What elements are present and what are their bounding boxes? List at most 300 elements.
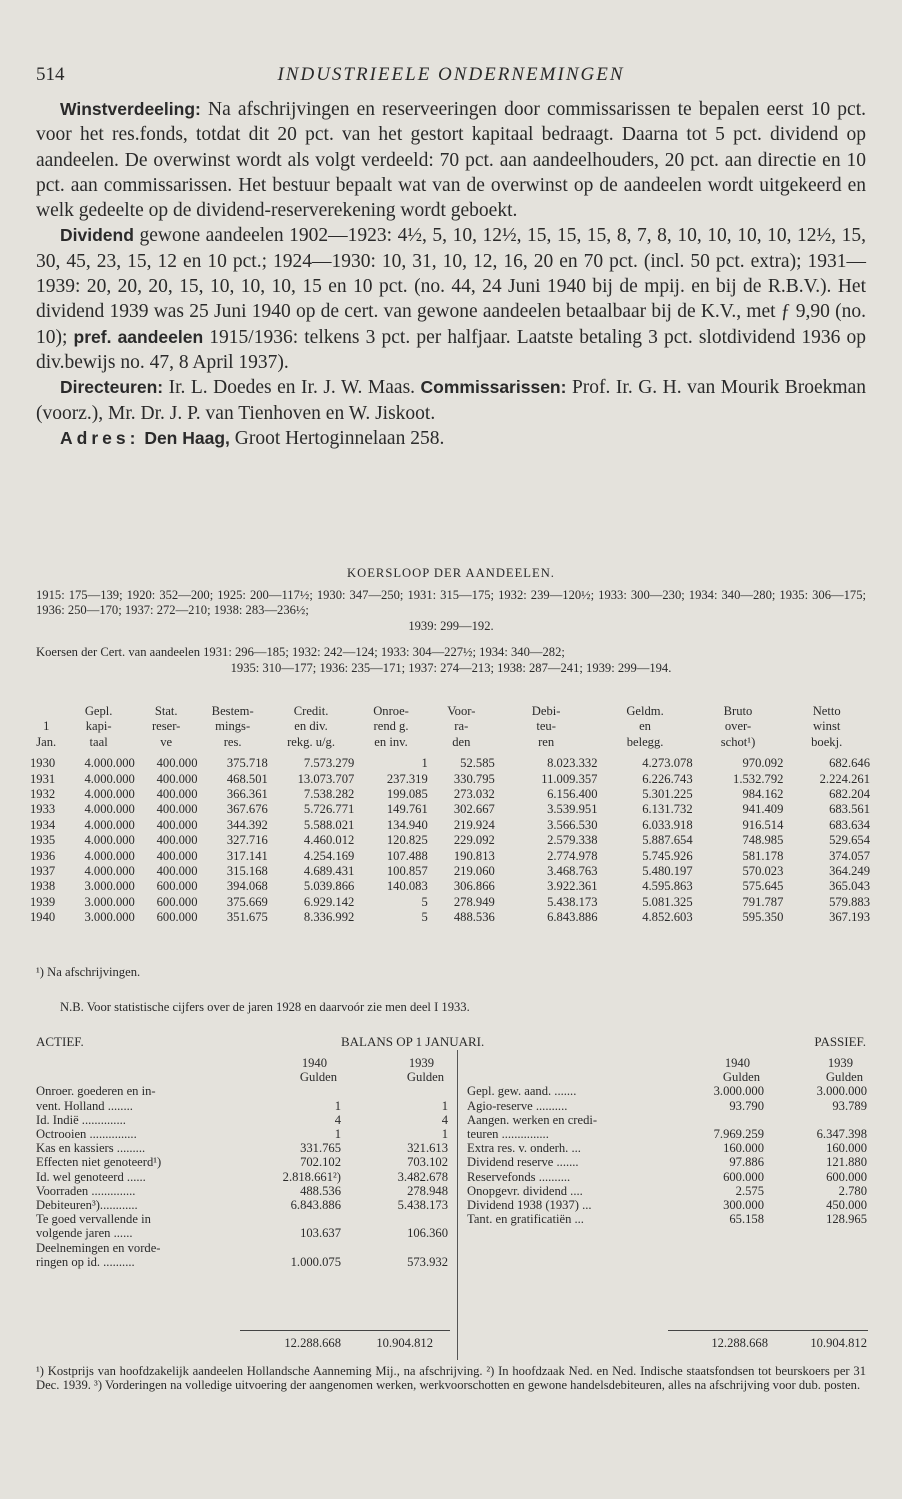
balance-value: 1: [334, 1098, 341, 1113]
column-header: Jan.: [36, 734, 57, 749]
table-cell: 400.000: [156, 771, 198, 786]
table-row: [30, 756, 870, 771]
table-cell: 581.178: [742, 848, 784, 863]
passief-total-1940: 12.288.668: [711, 1336, 768, 1350]
column-header: Geldm.: [626, 704, 664, 718]
table-header-row: [30, 704, 870, 719]
table-cell: 107.488: [386, 848, 428, 863]
table-cell: 11.009.357: [541, 771, 598, 786]
balance-unit-header: Gulden: [299, 1070, 337, 1085]
table-cell: 367.193: [829, 910, 870, 925]
balance-value: 600.000: [723, 1169, 764, 1184]
table-cell: 5.887.654: [642, 833, 693, 848]
balance-value: 300.000: [723, 1198, 764, 1213]
balance-label: vent. Holland ........: [36, 1098, 133, 1113]
table-cell: 237.319: [386, 771, 428, 786]
table-cell: 4.000.000: [84, 864, 135, 879]
balance-value: [341, 1241, 448, 1255]
table-cell: 6.843.886: [547, 910, 598, 925]
table-cell: 5: [421, 894, 428, 909]
balance-label: ringen op id. ..........: [36, 1254, 135, 1269]
lead-winstverdeeling: Winstverdeeling:: [60, 99, 201, 119]
column-header: over-: [724, 719, 752, 734]
balance-row: [467, 1141, 867, 1155]
balance-value: 2.780: [838, 1183, 867, 1198]
page-number: 514: [36, 64, 65, 85]
balance-row: [467, 1212, 867, 1226]
balance-unit-header: Gulden: [406, 1070, 444, 1085]
balance-value: 106.360: [407, 1226, 448, 1241]
column-header: Bestem-: [211, 704, 254, 718]
table-cell: 529.654: [829, 833, 870, 848]
balance-value: 97.886: [729, 1155, 764, 1170]
column-header: schot¹): [720, 734, 756, 749]
balance-row: [467, 1127, 867, 1141]
balance-value: 702.102: [300, 1155, 341, 1170]
balance-row: [36, 1155, 448, 1169]
column-header: Gepl.: [84, 704, 113, 718]
balance-year-row: [467, 1056, 867, 1070]
balance-label: Extra res. v. onderh. ...: [467, 1141, 581, 1156]
balance-year-header: 1940: [724, 1056, 750, 1070]
table-row: [30, 910, 870, 925]
actief-table: [36, 1056, 448, 1269]
table-cell: 791.787: [742, 894, 784, 909]
table-cell: 330.795: [453, 771, 495, 786]
balance-value: 6.843.886: [290, 1198, 341, 1213]
balance-label: Id. wel genoteerd ......: [36, 1169, 146, 1184]
balance-value: 65.158: [729, 1212, 764, 1227]
table-header-row: [30, 735, 870, 756]
table-cell: 4.000.000: [84, 771, 135, 786]
column-header: den: [452, 734, 471, 749]
table-cell: 682.646: [829, 756, 870, 771]
table-header-row: [30, 719, 870, 734]
table-cell: 600.000: [156, 879, 198, 894]
balance-row: [36, 1184, 448, 1198]
table-cell: 365.043: [829, 879, 870, 894]
balance-value: 703.102: [407, 1155, 448, 1170]
column-header: kapi-: [85, 719, 112, 734]
balance-value: 600.000: [826, 1169, 867, 1184]
table-cell: 7.573.279: [303, 756, 355, 771]
balance-unit-row: [467, 1070, 867, 1084]
balance-value: 573.932: [407, 1254, 448, 1269]
table-cell: 5.438.173: [547, 894, 598, 909]
column-header: Bruto: [723, 704, 753, 718]
column-header: Credit.: [293, 704, 329, 718]
balance-unit-row: [36, 1070, 448, 1084]
balance-row: [467, 1099, 867, 1113]
balance-row: [36, 1170, 448, 1184]
table-cell: 4.254.169: [303, 848, 355, 863]
passief-title: PASSIEF.: [814, 1034, 866, 1049]
row-year: 1934: [30, 817, 56, 832]
balance-value: 4: [441, 1112, 448, 1127]
table-cell: 970.092: [742, 756, 784, 771]
balance-label: Debiteuren³)............: [36, 1198, 138, 1213]
balance-value: [236, 1084, 341, 1098]
balance-value: 7.969.259: [713, 1127, 764, 1142]
balance-value: [236, 1241, 341, 1255]
balance-value: 1: [441, 1098, 448, 1113]
table-cell: 4.595.863: [642, 879, 693, 894]
table-cell: 327.716: [226, 833, 268, 848]
balance-value: 4: [334, 1112, 341, 1127]
balance-label: Onroer. goederen en in-: [36, 1084, 156, 1099]
table-cell: 5.480.197: [642, 864, 693, 879]
balance-row: [36, 1198, 448, 1212]
page-header: [36, 64, 866, 90]
row-year: 1930: [30, 756, 56, 771]
table-cell: 190.813: [453, 848, 495, 863]
table-cell: 344.392: [226, 817, 268, 832]
table-cell: 3.922.361: [547, 879, 598, 894]
balance-label: Gepl. gew. aand. .......: [467, 1084, 577, 1099]
balance-row: [467, 1198, 867, 1212]
table-row: [30, 787, 870, 802]
lead-dividend: Dividend: [60, 225, 134, 246]
table-cell: 2.579.338: [547, 833, 598, 848]
balance-value: 103.637: [300, 1226, 341, 1241]
table-cell: 5: [421, 910, 428, 925]
table-cell: 400.000: [156, 833, 198, 848]
column-header: Onroe-: [373, 704, 409, 718]
table-cell: 120.825: [386, 833, 428, 848]
balance-row: [36, 1212, 448, 1226]
row-year: 1933: [30, 802, 56, 817]
balance-year-header: 1939: [827, 1056, 853, 1070]
table-cell: 364.249: [829, 864, 870, 879]
table-cell: 3.000.000: [84, 910, 135, 925]
balance-value: 160.000: [723, 1141, 764, 1156]
column-header: en: [639, 719, 651, 734]
column-header: 1: [43, 719, 50, 734]
balance-value: 488.536: [300, 1183, 341, 1198]
table-cell: 278.949: [453, 894, 495, 909]
table-cell: 317.141: [226, 848, 268, 863]
balance-row: [36, 1127, 448, 1141]
table-row: [30, 864, 870, 879]
table-cell: 52.585: [460, 756, 495, 771]
balance-label: Onopgevr. dividend ....: [467, 1183, 583, 1198]
column-header: rekg. u/g.: [287, 734, 335, 749]
row-year: 1938: [30, 879, 56, 894]
passief-total-1939: 10.904.812: [810, 1336, 867, 1350]
column-header: ra-: [454, 719, 469, 734]
table-cell: 570.023: [742, 864, 784, 879]
table-cell: 984.162: [742, 787, 784, 802]
table-cell: 595.350: [742, 910, 784, 925]
table-cell: 366.361: [226, 787, 268, 802]
table-cell: 6.131.732: [642, 802, 693, 817]
balance-row: [36, 1141, 448, 1155]
table-cell: 3.000.000: [84, 894, 135, 909]
table-cell: 5.081.325: [642, 894, 693, 909]
text-adres: Groot Hertoginnelaan 258.: [229, 427, 445, 449]
table-row: [30, 772, 870, 787]
passief-table: [467, 1056, 867, 1226]
table-cell: 375.718: [226, 756, 268, 771]
table-cell: 4.000.000: [84, 817, 135, 832]
balance-footnotes: ¹) Kostprijs van hoofdzakelijk aandeelen Hollandsche Aanneming Mij., na afschrijving. ²) In hoofdzaak Ned. en Ned. Indische staatsfondsen tot beurskoers per 31 Dec. 1939. ³) Vorderingen na volledige uitvoering der aangenomen werken, werkvoorschotten en gewone handelsdebiteuren, alles na afschrijving voor dub. posten.: [36, 1364, 866, 1393]
table-cell: 2.224.261: [819, 771, 870, 786]
table-cell: 2.774.978: [547, 848, 598, 863]
table-row: [30, 833, 870, 848]
row-year: 1936: [30, 848, 56, 863]
table-cell: 4.689.431: [303, 864, 355, 879]
table-cell: 4.460.012: [303, 833, 355, 848]
balance-label: Deelnemingen en vorde-: [36, 1240, 161, 1255]
lead-adres: Adres:: [60, 427, 140, 448]
table-cell: 315.168: [226, 864, 268, 879]
balance-row: [36, 1113, 448, 1127]
balance-value: 331.765: [300, 1141, 341, 1156]
table-cell: 4.273.078: [642, 756, 693, 771]
column-header: Netto: [812, 704, 841, 718]
balance-label: teuren ...............: [467, 1127, 549, 1142]
table-cell: 273.032: [453, 787, 495, 802]
column-header: rend g.: [373, 719, 409, 734]
table-cell: 488.536: [453, 910, 495, 925]
balance-value: 121.880: [826, 1155, 867, 1170]
balance-year-header: 1940: [301, 1056, 327, 1070]
table-cell: 5.745.926: [642, 848, 693, 863]
balance-value: 1: [334, 1127, 341, 1142]
balance-value: 93.790: [729, 1098, 764, 1113]
balance-label: Kas en kassiers .........: [36, 1141, 146, 1156]
balance-unit-header: Gulden: [825, 1070, 863, 1085]
column-header: winst: [813, 719, 841, 734]
balance-label: Dividend reserve .......: [467, 1155, 579, 1170]
table-row: [30, 849, 870, 864]
row-year: 1932: [30, 787, 56, 802]
table-cell: 8.336.992: [303, 910, 355, 925]
balance-divider: [457, 1050, 458, 1360]
balance-label: Dividend 1938 (1937) ...: [467, 1198, 592, 1213]
balance-row: [467, 1113, 867, 1127]
table-cell: 683.634: [829, 817, 870, 832]
column-header: taal: [89, 734, 108, 749]
table-cell: 306.866: [453, 879, 495, 894]
koersloop-line-1: 1915: 175—139; 1920: 352—200; 1925: 200—117½; 1930: 347—250; 1931: 315—175; 1932: 239—120½; 1933: 300—230; 1934: 340—280; 1935: 306—175; 1936: 250—170; 1937: 272—210; 1938: 283—236½;: [36, 587, 866, 617]
table-cell: 199.085: [386, 787, 428, 802]
table-cell: 579.883: [829, 894, 870, 909]
table-cell: 682.204: [829, 787, 870, 802]
table-cell: 4.000.000: [84, 787, 135, 802]
column-header: belegg.: [626, 734, 664, 749]
row-year: 1939: [30, 894, 56, 909]
balance-year-row: [36, 1056, 448, 1070]
balance-value: 1: [441, 1127, 448, 1142]
balance-value: 3.000.000: [713, 1084, 764, 1099]
koersloop-caption: KOERSLOOP DER AANDEELEN.: [347, 566, 555, 580]
table-cell: 748.985: [742, 833, 784, 848]
table-cell: 229.092: [453, 833, 495, 848]
koersloop-line-1-end: 1939: 299—192.: [408, 618, 494, 633]
balance-title: BALANS OP 1 JANUARI.: [341, 1034, 485, 1049]
table-cell: 149.761: [386, 802, 428, 817]
paragraph-winstverdeeling: [36, 97, 866, 223]
table-cell: 134.940: [386, 817, 428, 832]
table-cell: 367.676: [226, 802, 268, 817]
table-cell: 4.852.603: [642, 910, 693, 925]
table-cell: 6.226.743: [642, 771, 693, 786]
balance-header: [36, 1034, 866, 1052]
balance-row: [36, 1084, 448, 1098]
balance-value: 3.000.000: [816, 1084, 867, 1099]
text-winstverdeeling: Na afschrijvingen en reserveeringen door commissarissen te bepalen eerst 10 pct. voor het res.fonds, totdat dit 20 pct. van het gestort kapitaal bedraagt. Daarna tot 5 pct. dividend op aandeelen. De overwinst wordt als volgt verdeeld: 70 pct. aan aandeelhouders, 20 pct. aan directie en 10 pct. aan commissarissen. Het bestuur bepaalt wat van de overwinst op de aandeelen wordt uitgekeerd en welk gedeelte op de dividend-reserverekening wordt geboekt.: [36, 99, 866, 222]
column-header: res.: [223, 734, 242, 749]
lead-pref-aandeelen: pref. aandeelen: [73, 326, 204, 347]
table-cell: 916.514: [742, 817, 784, 832]
row-year: 1935: [30, 833, 56, 848]
table-cell: 1: [421, 756, 428, 771]
balance-value: [659, 1113, 764, 1127]
column-header: Stat.: [154, 704, 178, 718]
column-header: reser-: [151, 719, 181, 734]
column-header: en div.: [294, 719, 328, 734]
koersloop-line-2: Koersen der Cert. van aandeelen 1931: 296—185; 1932: 242—124; 1933: 304—227½; 1934: 340—282;: [36, 645, 565, 659]
table-cell: 3.539.951: [547, 802, 598, 817]
actief-total-rule: [240, 1330, 450, 1331]
table-cell: 140.083: [386, 879, 428, 894]
table-cell: 219.924: [453, 817, 495, 832]
text-commissarissen: Prof. Ir. G. H. van Mourik Broekman (voorz.), Mr. Dr. J. P. van Tienhoven en W. Jiskoot.: [36, 377, 866, 424]
balance-value: 1.000.075: [290, 1254, 341, 1269]
table-cell: 4.000.000: [84, 756, 135, 771]
table-row: [30, 895, 870, 910]
table-cell: 13.073.707: [297, 771, 355, 786]
table-cell: 400.000: [156, 864, 198, 879]
balance-value: 5.438.173: [397, 1198, 448, 1213]
paragraph-directeuren: [36, 375, 866, 426]
table-cell: 1.532.792: [733, 771, 784, 786]
balance-year-header: 1939: [408, 1056, 434, 1070]
balance-value: [341, 1212, 448, 1226]
balance-row: [467, 1184, 867, 1198]
table-cell: 575.645: [742, 879, 784, 894]
text-directeuren: Ir. L. Doedes en Ir. J. W. Maas.: [163, 377, 416, 399]
paragraph-adres: [36, 426, 866, 451]
balance-value: [764, 1113, 867, 1127]
nb-note: N.B. Voor statistische cijfers over de jaren 1928 en daarvoór zie men deel I 1933.: [60, 1000, 470, 1014]
table-cell: 5.588.021: [303, 817, 355, 832]
balance-row: [467, 1170, 867, 1184]
balance-value: 2.818.661²): [282, 1169, 341, 1184]
balance-value: 321.613: [407, 1141, 448, 1156]
text-pref-aandeelen: 1915/1936: telkens 3 pct. per halfjaar. Laatste betaling 3 pct. slotdividend 1936 op div.bewijs no. 47, 8 April 1937).: [36, 326, 867, 373]
table-cell: 4.000.000: [84, 848, 135, 863]
row-year: 1931: [30, 771, 56, 786]
balance-label: Tant. en gratificatiën ...: [467, 1212, 584, 1227]
table-cell: 219.060: [453, 864, 495, 879]
table-cell: 3.468.763: [547, 864, 598, 879]
passief-total-rule: [668, 1330, 868, 1331]
koersloop-line-2-end: 1935: 310—177; 1936: 235—171; 1937: 274—213; 1938: 287—241; 1939: 299—194.: [230, 660, 672, 675]
table-cell: 600.000: [156, 894, 198, 909]
balance-unit-header: Gulden: [722, 1070, 760, 1085]
table-cell: 941.409: [742, 802, 784, 817]
balance-row: [467, 1084, 867, 1098]
table-cell: 375.669: [226, 894, 268, 909]
column-header: en inv.: [374, 734, 408, 749]
column-header: Voor-: [447, 704, 476, 718]
table-cell: 400.000: [156, 802, 198, 817]
table-cell: 5.726.771: [303, 802, 355, 817]
column-header: ren: [538, 734, 555, 749]
table-cell: 3.000.000: [84, 879, 135, 894]
balance-label: volgende jaren ......: [36, 1226, 133, 1241]
balance-row: [36, 1241, 448, 1255]
table-cell: 4.000.000: [84, 833, 135, 848]
balance-row: [467, 1155, 867, 1169]
column-header: Debi-: [531, 704, 561, 718]
balance-label: Octrooien ...............: [36, 1127, 137, 1142]
actief-total-1940: 12.288.668: [284, 1336, 341, 1350]
balance-label: Reservefonds ..........: [467, 1169, 571, 1184]
lead-directeuren: Directeuren:: [60, 377, 164, 398]
paragraph-dividend: [36, 223, 866, 375]
table-cell: 400.000: [156, 787, 198, 802]
table-cell: 468.501: [226, 771, 268, 786]
actief-title: ACTIEF.: [36, 1034, 84, 1049]
column-header: boekj.: [811, 734, 843, 749]
table-cell: 400.000: [156, 817, 198, 832]
row-year: 1937: [30, 864, 56, 879]
table-cell: 302.667: [453, 802, 495, 817]
balance-label: Agio-reserve ..........: [467, 1098, 568, 1113]
table-row: [30, 802, 870, 817]
balance-value: 160.000: [826, 1141, 867, 1156]
balance-value: 6.347.398: [816, 1127, 867, 1142]
table-cell: 374.057: [829, 848, 870, 863]
table-cell: 600.000: [156, 910, 198, 925]
table-cell: 6.929.142: [303, 894, 355, 909]
balance-value: 278.948: [407, 1183, 448, 1198]
balance-value: 450.000: [826, 1198, 867, 1213]
table-cell: 7.538.282: [303, 787, 355, 802]
balance-value: [341, 1084, 448, 1098]
koersloop-section: [36, 566, 866, 676]
statistics-table: [30, 704, 870, 926]
column-header: ve: [160, 734, 173, 749]
text-dividend: gewone aandeelen 1902—1923: 4½, 5, 10, 12½, 15, 15, 15, 8, 7, 8, 10, 10, 10, 10, 12½, 15, 30, 45, 23, 15, 12 en 10 pct.; 1924—1930: 10, 31, 10, 12, 16, 20 en 70 pct. (incl. 50 pct. extra); 1931—1939: 20, 20, 20, 15, 10, 10, 10, 15 en 10 pct. (no. 44, 24 Juni 1940 bij de mpij. en bij de R.B.V.). Het dividend 1939 was 25 Juni 1940 op de cert. van gewone aandeelen betaalbaar bij de K.V., met ƒ 9,90 (no. 10);: [36, 225, 866, 348]
balance-row: [36, 1255, 448, 1269]
column-header: mings-: [215, 719, 251, 734]
table-row: [30, 818, 870, 833]
table-cell: 394.068: [226, 879, 268, 894]
actief-total-1939: 10.904.812: [376, 1336, 433, 1350]
table-cell: 6.033.918: [642, 817, 693, 832]
balance-row: [36, 1226, 448, 1240]
balance-value: [236, 1212, 341, 1226]
table-cell: 8.023.332: [547, 756, 598, 771]
table-cell: 6.156.400: [547, 787, 598, 802]
body-text: [36, 97, 866, 451]
table-cell: 400.000: [156, 756, 198, 771]
table-cell: 5.301.225: [642, 787, 693, 802]
table-cell: 100.857: [386, 864, 428, 879]
running-title: INDUSTRIEELE ONDERNEMINGEN: [277, 64, 625, 85]
column-header: teu-: [536, 719, 556, 734]
balance-label: Te goed vervallende in: [36, 1212, 151, 1227]
column-header: [30, 704, 62, 719]
balance-value: 2.575: [735, 1183, 764, 1198]
lead-commissarissen: Commissarissen:: [420, 377, 567, 398]
table-cell: 4.000.000: [84, 802, 135, 817]
table-cell: 3.566.530: [547, 817, 598, 832]
